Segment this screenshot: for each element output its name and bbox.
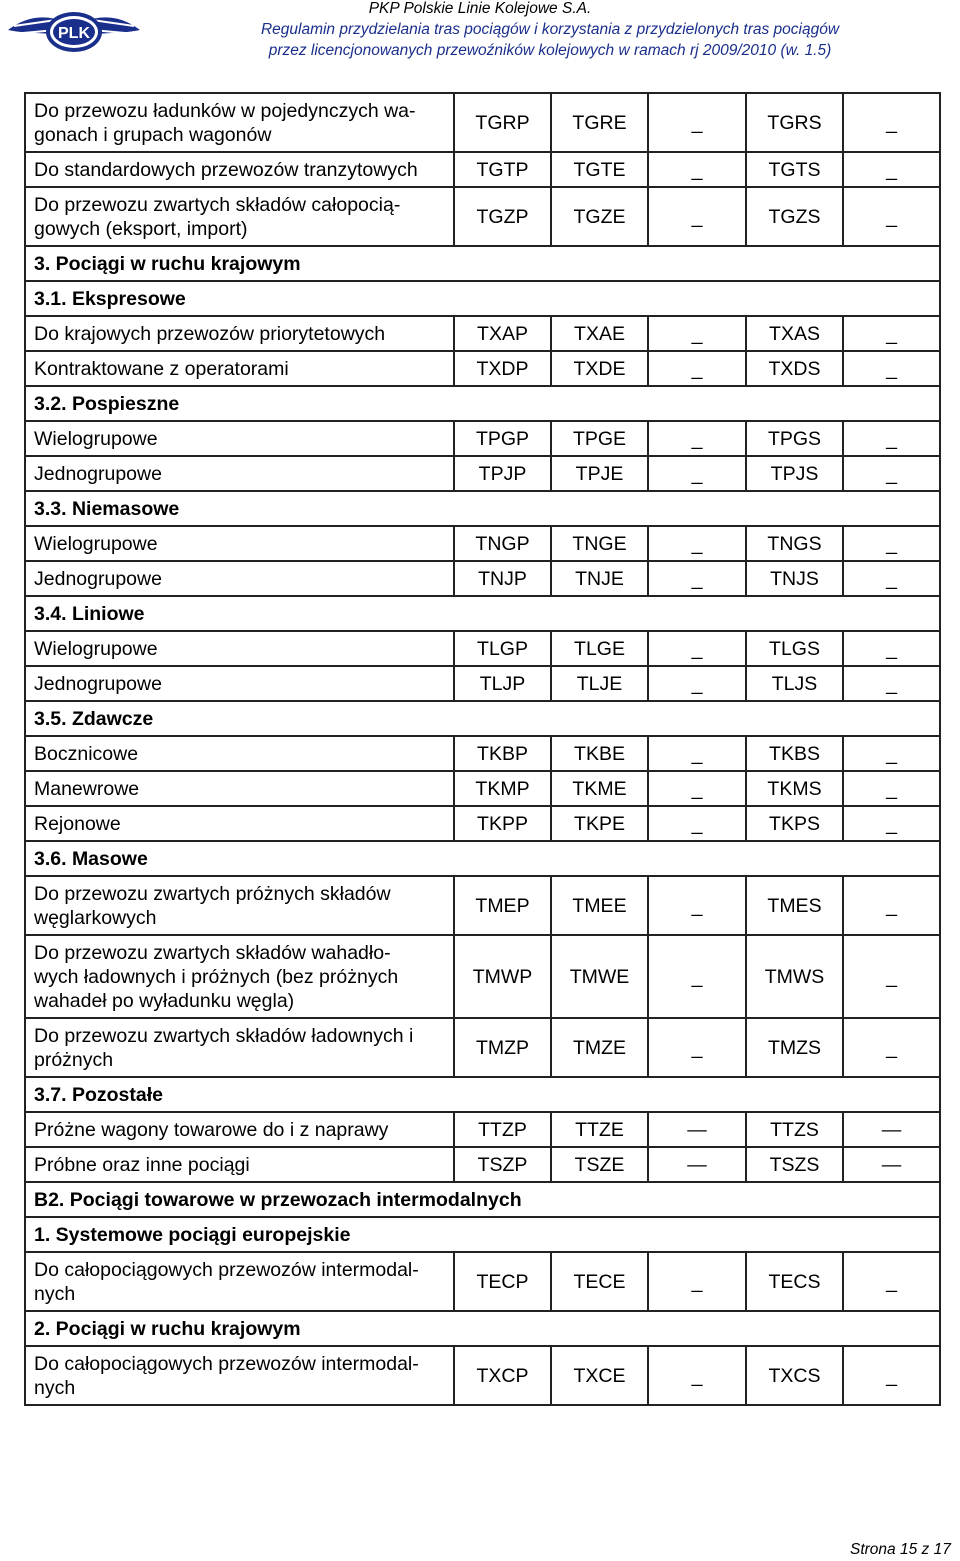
category-code: _: [648, 152, 746, 187]
table-row: [25, 666, 940, 701]
category-code: _: [648, 631, 746, 666]
category-code: _: [843, 421, 940, 456]
category-code: TNJP: [454, 561, 551, 596]
table-row: [25, 806, 940, 841]
category-code: TXCE: [551, 1346, 648, 1405]
category-code: _: [843, 736, 940, 771]
category-code: _: [648, 806, 746, 841]
category-code: _: [648, 736, 746, 771]
plk-logo: [6, 6, 142, 58]
category-code: TLGP: [454, 631, 551, 666]
category-code: TXAP: [454, 316, 551, 351]
category-code: TECE: [551, 1252, 648, 1311]
category-code: _: [648, 666, 746, 701]
section-heading: 3.3. Niemasowe: [25, 491, 940, 526]
category-code: TGZE: [551, 187, 648, 246]
category-code: TKPS: [746, 806, 843, 841]
category-code: _: [648, 1018, 746, 1077]
section-row: [25, 701, 940, 736]
category-code: TKBP: [454, 736, 551, 771]
category-label: Do całopociągowych przewozów intermodal- nych: [25, 1252, 454, 1311]
category-code: TNGP: [454, 526, 551, 561]
category-code: TMWS: [746, 935, 843, 1018]
category-code: TMES: [746, 876, 843, 935]
category-code: _: [843, 93, 940, 152]
category-code: TNJS: [746, 561, 843, 596]
category-code: TMZP: [454, 1018, 551, 1077]
category-code: TXDS: [746, 351, 843, 386]
table-row: [25, 152, 940, 187]
section-row: [25, 1077, 940, 1112]
category-code: —: [843, 1112, 940, 1147]
page-number: Strona 15 z 17: [850, 1541, 951, 1558]
category-label: Manewrowe: [25, 771, 454, 806]
category-code: TXCS: [746, 1346, 843, 1405]
category-code: TPGE: [551, 421, 648, 456]
category-code: _: [843, 631, 940, 666]
category-code: _: [648, 771, 746, 806]
section-row: [25, 281, 940, 316]
category-code: _: [843, 456, 940, 491]
category-code: TMZS: [746, 1018, 843, 1077]
category-code: _: [843, 561, 940, 596]
category-label: Do przewozu zwartych składów ładownych i próżnych: [25, 1018, 454, 1077]
section-heading: 3.1. Ekspresowe: [25, 281, 940, 316]
category-code: TLGS: [746, 631, 843, 666]
table-row: [25, 1147, 940, 1182]
section-row: [25, 1182, 940, 1217]
category-label: Wielogrupowe: [25, 631, 454, 666]
category-code: TGRE: [551, 93, 648, 152]
category-code: TGTS: [746, 152, 843, 187]
category-code: _: [648, 421, 746, 456]
category-code: TLJP: [454, 666, 551, 701]
category-code: TPGP: [454, 421, 551, 456]
category-label: Próbne oraz inne pociągi: [25, 1147, 454, 1182]
category-code: TTZE: [551, 1112, 648, 1147]
category-code: TPJE: [551, 456, 648, 491]
category-code: TPJS: [746, 456, 843, 491]
category-code: _: [648, 876, 746, 935]
table-row: [25, 935, 940, 1018]
category-code: _: [843, 316, 940, 351]
category-code: TGZS: [746, 187, 843, 246]
table-row: [25, 421, 940, 456]
header-company: PKP Polskie Linie Kolejowe S.A.: [368, 0, 592, 17]
table-row: [25, 93, 940, 152]
table-row: [25, 1018, 940, 1077]
category-code: TKBE: [551, 736, 648, 771]
category-code: _: [843, 1252, 940, 1311]
category-code: TKPP: [454, 806, 551, 841]
table-row: [25, 876, 940, 935]
category-code: _: [648, 351, 746, 386]
category-code: _: [843, 1018, 940, 1077]
category-code: _: [648, 1252, 746, 1311]
category-label: Do przewozu zwartych składów całopocią- gowych (eksport, import): [25, 187, 454, 246]
category-code: _: [843, 806, 940, 841]
category-code: _: [648, 187, 746, 246]
section-heading: 1. Systemowe pociągi europejskie: [25, 1217, 940, 1252]
category-code: TGTE: [551, 152, 648, 187]
category-code: TXAS: [746, 316, 843, 351]
category-code: _: [843, 771, 940, 806]
table-row: [25, 456, 940, 491]
category-code: _: [648, 526, 746, 561]
table-row: [25, 526, 940, 561]
section-row: [25, 1311, 940, 1346]
category-code: TMWP: [454, 935, 551, 1018]
header-regulation-line1: Regulamin przydzielania tras pociągów i korzystania z przydzielonych tras pociągów: [260, 21, 840, 38]
category-code: TGRP: [454, 93, 551, 152]
category-code: TTZS: [746, 1112, 843, 1147]
category-label: Do przewozu ładunków w pojedynczych wa- gonach i grupach wagonów: [25, 93, 454, 152]
category-code: —: [843, 1147, 940, 1182]
category-label: Rejonowe: [25, 806, 454, 841]
table-row: [25, 1112, 940, 1147]
section-heading: 3.4. Liniowe: [25, 596, 940, 631]
category-code: TSZP: [454, 1147, 551, 1182]
category-label: Kontraktowane z operatorami: [25, 351, 454, 386]
category-code: _: [648, 456, 746, 491]
table-row: [25, 1346, 940, 1405]
category-code: TXAE: [551, 316, 648, 351]
category-code: TECS: [746, 1252, 843, 1311]
category-code: TSZS: [746, 1147, 843, 1182]
table-row: [25, 1252, 940, 1311]
category-code: _: [648, 935, 746, 1018]
category-code: _: [843, 187, 940, 246]
category-label: Do całopociągowych przewozów intermodal- nych: [25, 1346, 454, 1405]
section-heading: 3. Pociągi w ruchu krajowym: [25, 246, 940, 281]
category-code: _: [843, 666, 940, 701]
category-label: Wielogrupowe: [25, 421, 454, 456]
category-label: Jednogrupowe: [25, 666, 454, 701]
header-regulation-line2: przez licencjonowanych przewoźników kolejowych w ramach rj 2009/2010 (w. 1.5): [268, 42, 832, 59]
category-code: TGRS: [746, 93, 843, 152]
category-code: TECP: [454, 1252, 551, 1311]
section-row: [25, 246, 940, 281]
table-row: [25, 561, 940, 596]
category-code: _: [648, 1346, 746, 1405]
category-code: —: [648, 1112, 746, 1147]
category-code: TKMS: [746, 771, 843, 806]
category-code: _: [843, 935, 940, 1018]
category-code: TLJE: [551, 666, 648, 701]
category-code: TMEP: [454, 876, 551, 935]
category-code: TPGS: [746, 421, 843, 456]
category-code: _: [843, 152, 940, 187]
category-code: _: [843, 526, 940, 561]
section-heading: 2. Pociągi w ruchu krajowym: [25, 1311, 940, 1346]
category-code: TKBS: [746, 736, 843, 771]
category-code: _: [843, 876, 940, 935]
train-category-table: [24, 92, 941, 1406]
table-row: [25, 771, 940, 806]
category-label: Do przewozu zwartych próżnych składów węglarkowych: [25, 876, 454, 935]
table-row: [25, 631, 940, 666]
category-code: TXCP: [454, 1346, 551, 1405]
category-code: TLJS: [746, 666, 843, 701]
table-row: [25, 187, 940, 246]
category-code: —: [648, 1147, 746, 1182]
section-row: [25, 596, 940, 631]
category-code: TNGE: [551, 526, 648, 561]
category-code: TSZE: [551, 1147, 648, 1182]
category-code: TNGS: [746, 526, 843, 561]
table-row: [25, 351, 940, 386]
category-label: Próżne wagony towarowe do i z naprawy: [25, 1112, 454, 1147]
section-heading: 3.5. Zdawcze: [25, 701, 940, 736]
category-code: TMEE: [551, 876, 648, 935]
svg-text:PLK: PLK: [58, 25, 90, 42]
section-heading: B2. Pociągi towarowe w przewozach intermodalnych: [25, 1182, 940, 1217]
category-code: _: [648, 316, 746, 351]
section-row: [25, 1217, 940, 1252]
section-row: [25, 491, 940, 526]
section-row: [25, 841, 940, 876]
category-code: TKPE: [551, 806, 648, 841]
section-heading: 3.6. Masowe: [25, 841, 940, 876]
category-code: _: [648, 93, 746, 152]
category-code: TMZE: [551, 1018, 648, 1077]
category-code: TKMP: [454, 771, 551, 806]
section-heading: 3.7. Pozostałe: [25, 1077, 940, 1112]
category-code: _: [648, 561, 746, 596]
category-code: TGZP: [454, 187, 551, 246]
category-label: Do krajowych przewozów priorytetowych: [25, 316, 454, 351]
category-label: Jednogrupowe: [25, 561, 454, 596]
section-heading: 3.2. Pospieszne: [25, 386, 940, 421]
category-code: TXDP: [454, 351, 551, 386]
category-code: _: [843, 351, 940, 386]
category-code: _: [843, 1346, 940, 1405]
section-row: [25, 386, 940, 421]
table-row: [25, 736, 940, 771]
category-label: Do standardowych przewozów tranzytowych: [25, 152, 454, 187]
page-header: [0, 0, 960, 70]
category-label: Bocznicowe: [25, 736, 454, 771]
table-row: [25, 316, 940, 351]
category-code: TKME: [551, 771, 648, 806]
category-code: TGTP: [454, 152, 551, 187]
category-label: Wielogrupowe: [25, 526, 454, 561]
category-code: TXDE: [551, 351, 648, 386]
category-code: TLGE: [551, 631, 648, 666]
category-label: Do przewozu zwartych składów wahadło- wych ładownych i próżnych (bez próżnych wahadeł po wyładunku węgla): [25, 935, 454, 1018]
category-code: TNJE: [551, 561, 648, 596]
category-code: TTZP: [454, 1112, 551, 1147]
category-code: TMWE: [551, 935, 648, 1018]
category-code: TPJP: [454, 456, 551, 491]
category-label: Jednogrupowe: [25, 456, 454, 491]
